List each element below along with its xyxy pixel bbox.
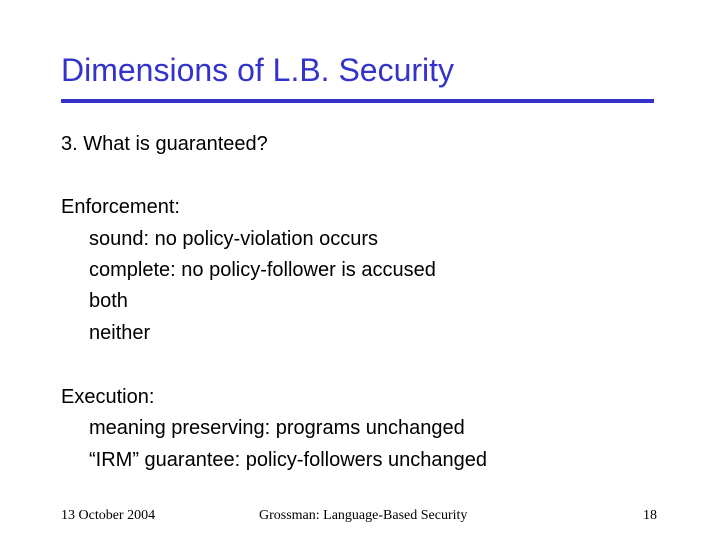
slide-title: Dimensions of L.B. Security bbox=[61, 52, 455, 88]
execution-item-irm-guarantee: “IRM” guarantee: policy-followers unchanged bbox=[89, 449, 487, 471]
footer-date: 13 October 2004 bbox=[61, 508, 156, 523]
execution-item-meaning-preserving: meaning preserving: programs unchanged bbox=[89, 417, 465, 439]
enforcement-item-sound: sound: no policy-violation occurs bbox=[89, 228, 379, 250]
question-text: 3. What is guaranteed? bbox=[61, 133, 268, 155]
enforcement-item-both: both bbox=[89, 290, 128, 312]
enforcement-item-neither: neither bbox=[89, 322, 151, 344]
enforcement-heading: Enforcement: bbox=[61, 196, 180, 218]
footer-course: Grossman: Language-Based Security bbox=[259, 508, 468, 523]
execution-heading: Execution: bbox=[61, 386, 155, 408]
footer-page-number: 18 bbox=[643, 508, 657, 523]
title-underline bbox=[61, 99, 654, 103]
enforcement-item-complete: complete: no policy-follower is accused bbox=[89, 259, 436, 281]
